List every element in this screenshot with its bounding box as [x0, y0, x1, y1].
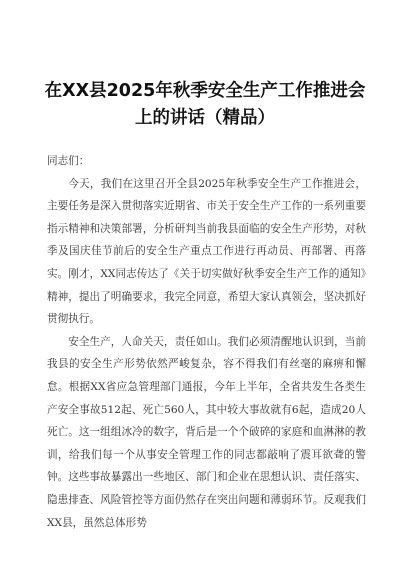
- salutation: 同志们：: [47, 155, 90, 167]
- document-body: [47, 150, 366, 534]
- document-title: 在XX县2025年秋季安全生产工作推进会上的讲话（精品）: [44, 81, 366, 128]
- paragraph-opening: 今天，我们在这里召开全县2025年秋季安全生产工作推进会，主要任务是深入贯彻落实近期省、市关于安全生产工作的一系列重要指示精神和决策部署，分析研判当前我县面临的安全生产形势，对秋季及国庆佳节前后的安全生产重点工作进行再动员、再部署、再落实。刚才，XX同志传达了《关于切实做好秋季安全生产工作的通知》精神，提出了明确要求，我完全同意，希望大家认真领会，坚决抓好贯彻执行。: [47, 177, 366, 326]
- paragraph-safety-situation: 安全生产，人命关天，责任如山。我们必须清醒地认识到，当前我县的安全生产形势依然严峻复杂，容不得我们有丝毫的麻痹和懈怠。根据XX省应急管理部门通报，今年上半年，全省共发生各类生产安全事故512起、死亡560人，其中较大事故就有6起，造成20人死亡。这一组组冰冷的数字，背后是一个个破碎的家庭和血淋淋的教训，给我们每一个从事安全管理工作的同志都敲响了震耳欲聋的警钟。这些事故暴露出一些地区、部门和企业在思想认识、责任落实、隐患排查、风险管控等方面仍然存在突出问题和薄弱环节。反观我们XX县，虽然总体形势: [47, 335, 366, 529]
